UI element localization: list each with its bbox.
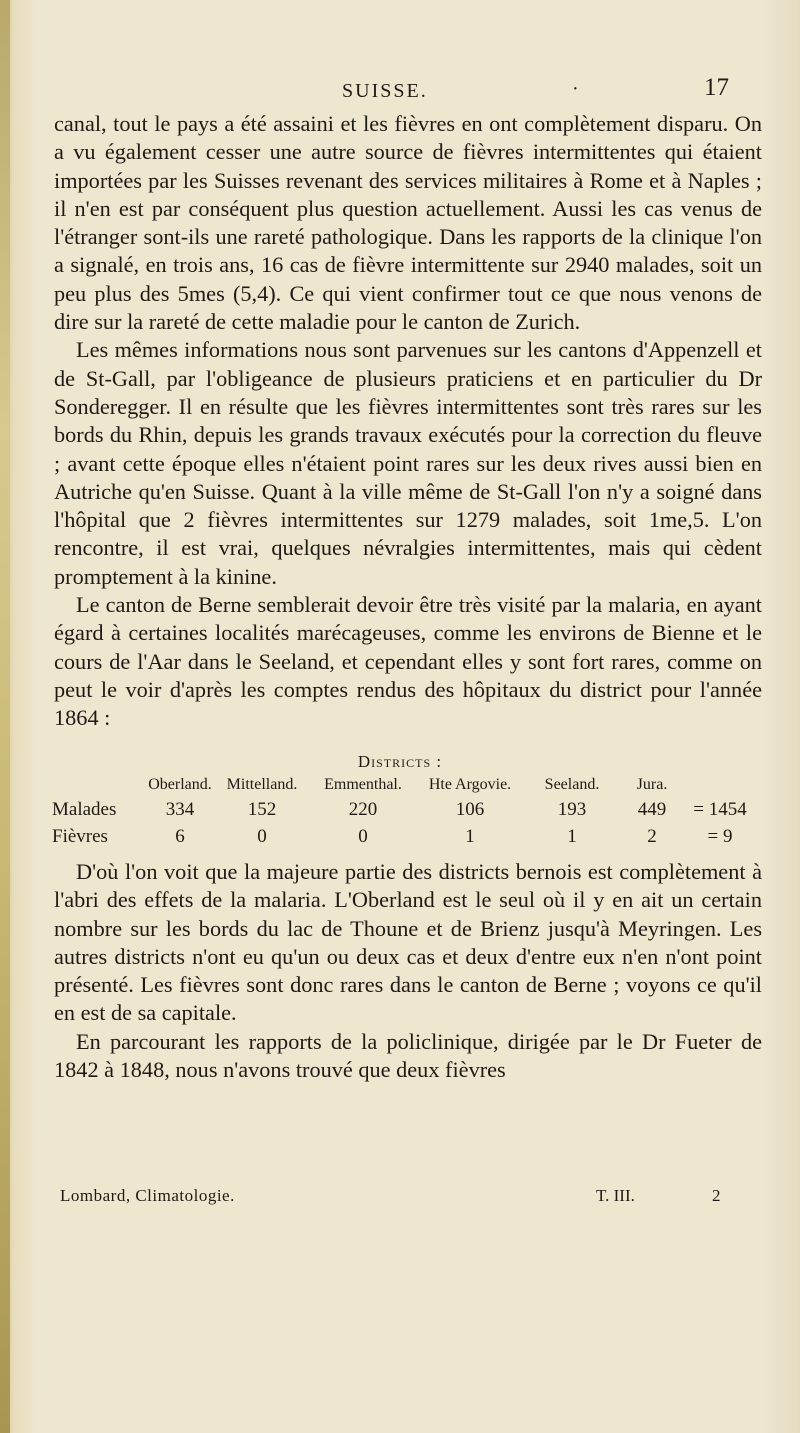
table-cell: 106 [455, 798, 485, 820]
column-header: Seeland. [544, 776, 600, 793]
page-edge [0, 0, 10, 1433]
table-corner [52, 774, 144, 796]
table-row [52, 796, 758, 823]
table-caption: Districts : [357, 752, 443, 771]
column-header: Mittelland. [226, 776, 298, 793]
header-title: SUISSE. [342, 80, 428, 102]
table-cell: 334 [165, 798, 195, 820]
column-header: Hte Argovie. [428, 776, 512, 793]
running-header [60, 74, 760, 108]
paragraph-3: Le canton de Berne semblerait devoir être très visité par la malaria, en ayant égard à certaines localités marécageuses, comme les environs de Bienne et le cours de l'Aar dans le Seeland, et cependant elles y sont fort rares, comme on peut le voir d'après les comptes rendus des hôpitaux du district pour l'année 1864 : [54, 592, 762, 731]
table-cell: 0 [358, 825, 368, 847]
main-text [54, 110, 762, 733]
table-cell: 193 [557, 798, 587, 820]
table-cell: 2 [647, 825, 657, 847]
table-cell: 152 [247, 798, 277, 820]
page-footer [60, 1186, 760, 1210]
districts-table [52, 774, 758, 850]
table-cell: 0 [257, 825, 267, 847]
footer-signature: 2 [712, 1186, 721, 1205]
paragraph-2: Les mêmes informations nous sont parvenues sur les cantons d'Appenzell et de St-Gall, par l'obligeance de plusieurs praticiens et en particulier du Dr Sonderegger. Il en résulte que les fièvres intermittentes sont très rares sur les bords du Rhin, depuis les grands travaux exécutés pour la correction du fleuve ; avant cette époque elles n'étaient point rares sur les deux rives aussi bien en Autriche qu'en Suisse. Quant à la ville même de St-Gall l'on n'y a soigné dans l'hôpital que 2 fièvres intermittentes sur 1279 malades, soit 1me,5. L'on rencontre, il est vrai, quelques névralgies intermittentes, mais qui cèdent promptement à la kinine. [54, 337, 762, 589]
column-header: Jura. [636, 776, 668, 793]
column-header-total [682, 774, 758, 796]
column-header: Oberland. [148, 776, 212, 793]
footer-source: Lombard, Climatologie. [60, 1186, 235, 1205]
table-total: = 9 [707, 825, 733, 847]
table-cell: 1 [465, 825, 475, 847]
row-label: Malades [52, 798, 117, 820]
table-cell: 6 [175, 825, 185, 847]
table-header-row [52, 774, 758, 796]
row-label: Fièvres [52, 825, 108, 847]
column-header: Emmenthal. [324, 776, 402, 793]
footer-volume: T. III. [596, 1186, 635, 1205]
table-cell: 1 [567, 825, 577, 847]
table-cell: 220 [348, 798, 378, 820]
page-number: 17 [704, 74, 729, 101]
paragraph-5: En parcourant les rapports de la policlinique, dirigée par le Dr Fueter de 1842 à 1848, nous n'avons trouvé que deux fièvres [54, 1028, 762, 1083]
header-separator: · [572, 78, 579, 100]
paragraph-1: canal, tout le pays a été assaini et les fièvres en ont complètement disparu. On a vu également cesser une autre source de fièvres intermittentes qui étaient importées par les Suisses revenant des services militaires à Rome et à Naples ; il n'en est par conséquent plus question actuellement. Aussi les cas venus de l'étranger sont-ils une rareté pathologique. Dans les rapports de la clinique l'on a signalé, en trois ans, 16 cas de fièvre intermittente sur 2940 malades, soit un peu plus des 5mes (5,4). Ce qui vient confirmer tout ce que nous venons de dire sur la rareté de cette maladie pour le canton de Zurich. [54, 111, 762, 335]
table-row [52, 823, 758, 850]
table-total: = 1454 [693, 798, 747, 820]
table-cell: 449 [637, 798, 667, 820]
main-text-continued [54, 858, 762, 1084]
paragraph-4: D'où l'on voit que la majeure partie des districts bernois est complètement à l'abri des effets de la malaria. L'Oberland est le seul où il y en ait un certain nombre sur les bords du lac de Thoune et de Brienz jusqu'à Meyringen. Les autres districts n'ont eu qu'un ou deux cas et deux d'entre eux n'en n'ont point présenté. Les fièvres sont donc rares dans le canton de Berne ; voyons ce qu'il en est de sa capitale. [54, 859, 762, 1026]
